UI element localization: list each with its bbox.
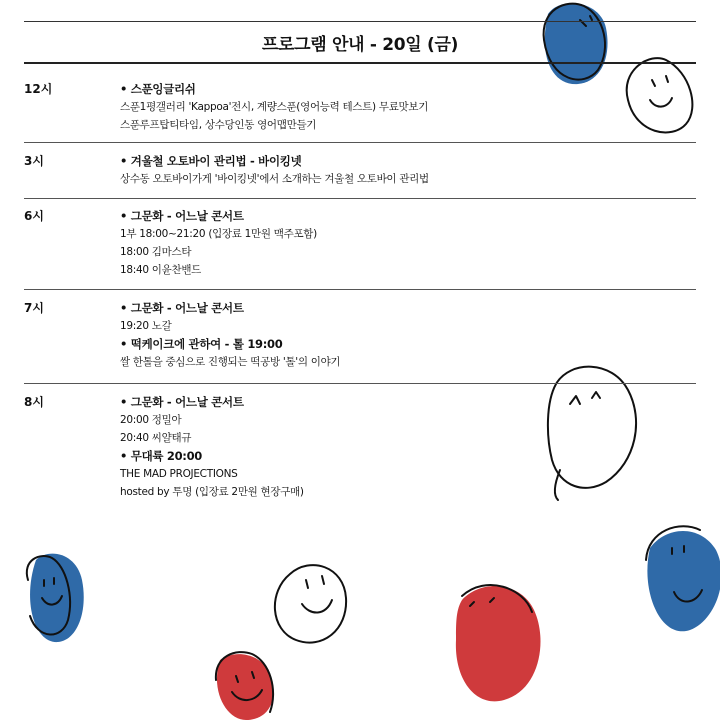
title-bottom-rule [24,62,696,64]
event-detail: hosted by 투명 (입장료 2만원 현장구매) [120,486,304,498]
event-detail: 20:40 씨얄태규 [120,432,192,444]
outline-face-icon [627,58,693,132]
event-title: • 떡케이크에 관하여 - 톨 19:00 [120,335,540,353]
event-detail: THE MAD PROJECTIONS [120,468,238,480]
blue-face-icon [30,554,84,642]
schedule-time: 6시 [24,209,44,223]
outline-face-icon [275,565,346,642]
event-detail: 쌀 한톨을 중심으로 진행되는 떡공방 '톨'의 이야기 [120,356,341,368]
event-title: • 그문화 - 어느날 콘서트 [120,393,540,411]
blue-face-icon [647,531,720,631]
event-detail: 18:40 이윤찬밴드 [120,264,202,276]
red-face-icon [456,586,541,701]
schedule-time: 7시 [24,301,44,315]
event-title: • 무대륙 20:00 [120,447,540,465]
schedule-details [120,299,540,371]
event-title: • 겨울철 오토바이 관리법 - 바이킹넷 [120,152,540,170]
event-detail: 상수동 오토바이가게 '바이킹넷'에서 소개하는 겨울철 오토바이 관리법 [120,173,429,185]
row-divider [24,198,696,199]
event-title: • 스푼잉글리쉬 [120,80,540,98]
outline-face-icon [548,367,636,488]
event-detail: 1부 18:00~21:20 (입장료 1만원 맥주포함) [120,228,317,240]
event-detail: 18:00 김마스타 [120,246,192,258]
schedule-time: 3시 [24,154,44,168]
row-divider [24,383,696,384]
event-title: • 그문화 - 어느날 콘서트 [120,299,540,317]
schedule-details [120,152,540,188]
row-divider [24,142,696,143]
event-detail: 스푼루프탑티타임, 상수당인동 영어맵만들기 [120,119,317,131]
event-detail: 스푼1평갤러리 'Kappoa'전시, 계량스푼(영어능력 테스트) 무료맛보기 [120,101,429,113]
schedule-details [120,80,540,134]
schedule-details [120,393,540,501]
row-divider [24,289,696,290]
page-title: 프로그램 안내 - 20일 (금) [261,35,459,55]
schedule-time: 12시 [24,82,53,96]
schedule-time: 8시 [24,395,44,409]
title-top-rule [24,21,696,22]
schedule-details [120,207,540,279]
event-detail: 20:00 정밀아 [120,414,182,426]
event-title: • 그문화 - 어느날 콘서트 [120,207,540,225]
red-face-icon [217,654,273,720]
event-detail: 19:20 노갈 [120,320,172,332]
